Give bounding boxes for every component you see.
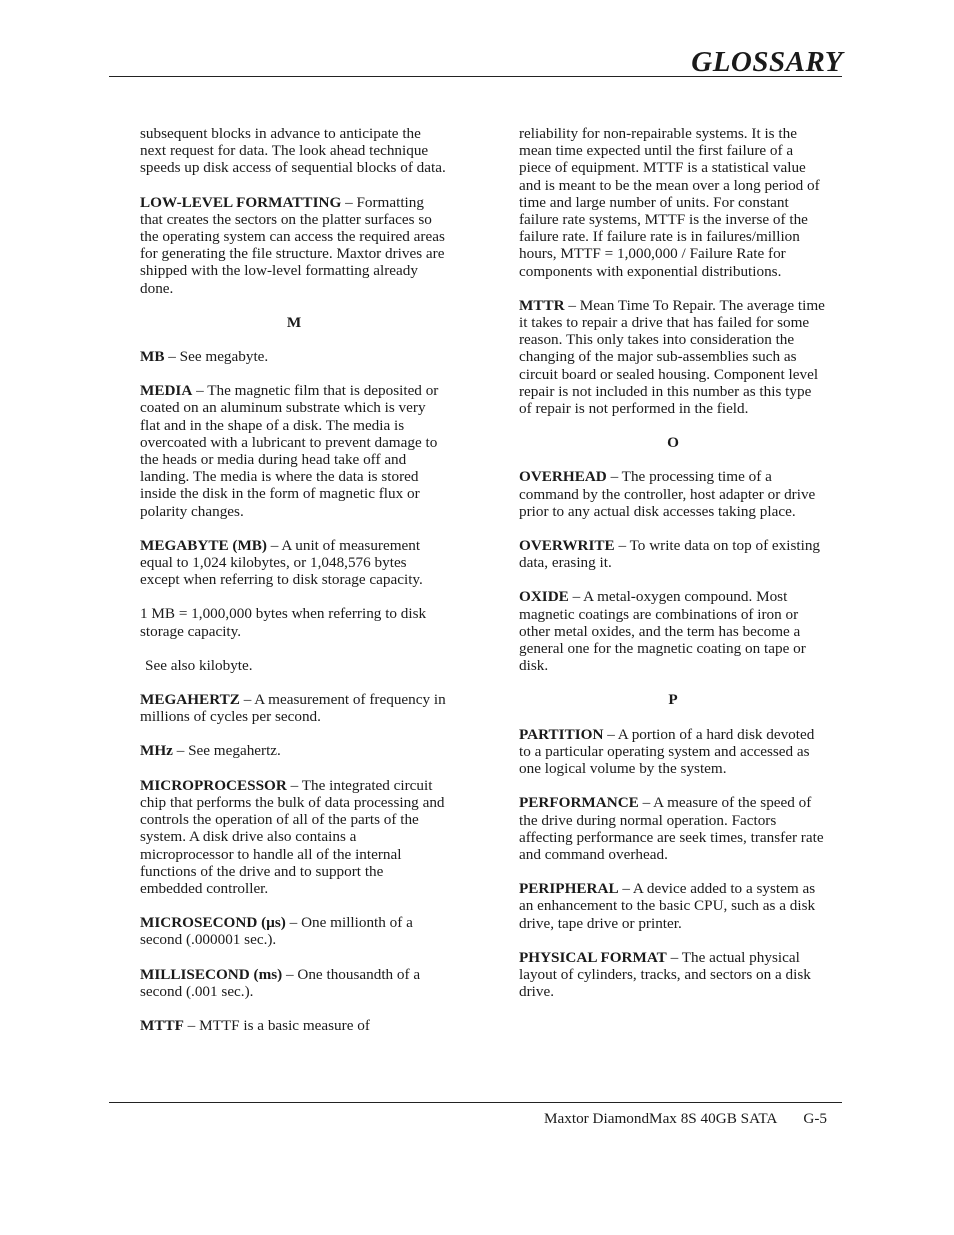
entry-definition: – The integrated circuit chip that performs the bulk of data processing and controls the operation of all of the parts of the system. A disk drive also contains a microprocessor to handle all of the internal functions of the drive and to support the embedded controller. bbox=[140, 776, 445, 897]
entry-term: PARTITION bbox=[519, 725, 604, 743]
glossary-entry-mhz bbox=[140, 742, 448, 759]
section-letter-p: P bbox=[668, 691, 678, 709]
glossary-entry-mttf bbox=[140, 1017, 448, 1034]
entry-definition: – To write data on top of existing data, erasing it. bbox=[519, 537, 821, 572]
entry-definition: – See megahertz. bbox=[172, 742, 281, 760]
entry-term: MEDIA bbox=[140, 382, 193, 400]
entry-term: MHz bbox=[140, 742, 173, 760]
entry-term: PHYSICAL FORMAT bbox=[519, 948, 667, 966]
entry-definition: – Formatting that creates the sectors on the platter surfaces so the operating system can access the required areas for generating the file structure. Maxtor drives are shipped with the low-level formatting already done. bbox=[140, 193, 445, 297]
entry-term: MEGABYTE (MB) bbox=[140, 536, 267, 554]
entry-definition: – A metal-oxygen compound. Most magnetic coatings are combinations of iron or other metal oxides, and the term has become a general one for the magnetic coating on tape or disk. bbox=[519, 588, 806, 675]
continuation-text: subsequent blocks in advance to anticipate the next request for data. The look ahead technique speeds up disk access of sequential blocks of data. bbox=[140, 125, 446, 177]
entry-term: MTTR bbox=[519, 296, 565, 314]
glossary-entry-low-level-formatting bbox=[140, 194, 448, 297]
megabyte-note: 1 MB = 1,000,000 bytes when referring to disk storage capacity. bbox=[140, 605, 427, 640]
continuation-text: reliability for non-repairable systems. It is the mean time expected until the first failure of a piece of equipment. MTTF is a statistical value and is meant to be the mean over a long period of time and large number of units. For constant failure rate systems, MTTF is the inverse of the failure rate. If failure rate is in failures/million hours, MTTF = 1,000,000 / Failure Rate for components with exponential distributions. bbox=[519, 125, 820, 280]
entry-definition: – Mean Time To Repair. The average time it takes to repair a drive that has failed for some reason. This only takes into consideration the changing of the major sub-assemblies such as circuit board or sealed housing. Component level repair is not included in this number as this type of repair is not performed in the field. bbox=[519, 296, 825, 418]
entry-term: MTTF bbox=[140, 1016, 184, 1034]
entry-term: PERIPHERAL bbox=[519, 880, 619, 898]
entry-definition: – A measure of the speed of the drive during normal operation. Factors affecting performance are seek times, transfer rate and command overhead. bbox=[519, 794, 824, 863]
section-letter-m: M bbox=[286, 313, 302, 331]
entry-term: MICROSECOND (µs) bbox=[140, 914, 286, 932]
header-rule bbox=[109, 76, 842, 77]
glossary-entry-performance bbox=[519, 794, 827, 863]
footer-product: Maxtor DiamondMax 8S 40GB SATA bbox=[544, 1110, 778, 1127]
entry-definition: – See megabyte. bbox=[164, 348, 269, 366]
entry-definition: – A portion of a hard disk devoted to a particular operating system and accessed as one logical volume by the system. bbox=[519, 725, 815, 778]
footer-rule bbox=[109, 1102, 842, 1103]
entry-term: MB bbox=[140, 348, 165, 366]
right-column bbox=[519, 125, 827, 1017]
left-column bbox=[140, 125, 448, 1051]
entry-term: OVERWRITE bbox=[519, 537, 615, 555]
glossary-entry-oxide bbox=[519, 588, 827, 674]
glossary-entry-mb bbox=[140, 348, 448, 365]
entry-definition: – The magnetic film that is deposited or coated on an aluminum substrate which is very flat and in the shape of a disk. The media is overcoated with a lubricant to prevent damage to the heads or media during head take off and landing. The media is where the data is stored inside the disk in the form of magnetic flux or polarity changes. bbox=[140, 382, 439, 520]
entry-definition: – MTTF is a basic measure of bbox=[183, 1016, 370, 1034]
page-title: GLOSSARY bbox=[691, 46, 843, 78]
glossary-entry-microprocessor bbox=[140, 777, 448, 897]
entry-definition: – A unit of measurement equal to 1,024 kilobytes, or 1,048,576 bytes except when referring to disk storage capacity. bbox=[140, 536, 423, 589]
entry-definition: – One millionth of a second (.000001 sec.). bbox=[140, 914, 413, 949]
entry-definition: – A measurement of frequency in millions of cycles per second. bbox=[140, 691, 446, 726]
glossary-entry-microsecond bbox=[140, 914, 448, 948]
glossary-entry-partition bbox=[519, 726, 827, 778]
section-letter-o: O bbox=[667, 434, 679, 452]
entry-term: MILLISECOND (ms) bbox=[140, 965, 283, 983]
entry-definition: – One thousandth of a second (.001 sec.). bbox=[140, 965, 421, 1000]
glossary-entry-overwrite bbox=[519, 537, 827, 571]
glossary-entry-megabyte bbox=[140, 537, 448, 589]
entry-term: OXIDE bbox=[519, 588, 569, 606]
megabyte-see-also: See also kilobyte. bbox=[145, 656, 253, 674]
entry-term: MICROPROCESSOR bbox=[140, 776, 287, 794]
entry-term: LOW-LEVEL FORMATTING bbox=[140, 193, 342, 211]
entry-term: MEGAHERTZ bbox=[140, 691, 240, 709]
glossary-entry-media bbox=[140, 382, 448, 520]
glossary-entry-overhead bbox=[519, 468, 827, 520]
glossary-entry-millisecond bbox=[140, 966, 448, 1000]
page-number: G-5 bbox=[803, 1110, 827, 1127]
glossary-entry-megahertz bbox=[140, 691, 448, 725]
glossary-entry-peripheral bbox=[519, 880, 827, 932]
page-footer bbox=[544, 1110, 827, 1127]
entry-definition: – The actual physical layout of cylinders, tracks, and sectors on a disk drive. bbox=[519, 948, 811, 1001]
entry-term: OVERHEAD bbox=[519, 468, 607, 486]
entry-definition: – A device added to a system as an enhancement to the basic CPU, such as a disk drive, tape drive or printer. bbox=[519, 880, 816, 932]
glossary-entry-physical-format bbox=[519, 949, 827, 1001]
entry-term: PERFORMANCE bbox=[519, 794, 639, 812]
glossary-entry-mttr bbox=[519, 297, 827, 417]
entry-definition: – The processing time of a command by the controller, host adapter or drive prior to any actual disk accesses taking place. bbox=[519, 468, 816, 520]
